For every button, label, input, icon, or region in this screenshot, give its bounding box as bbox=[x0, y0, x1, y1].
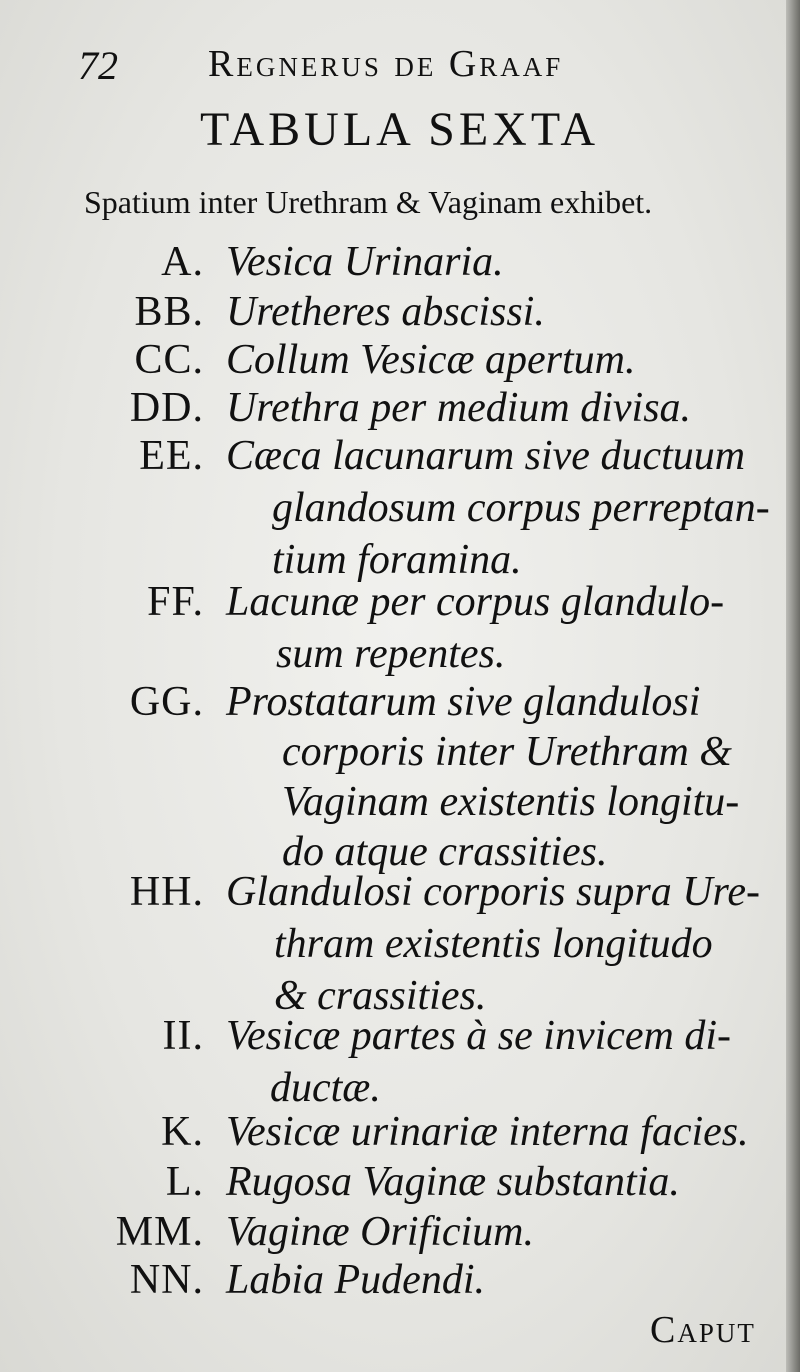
entry-description-continued: glandosum corpus perreptan- bbox=[272, 485, 770, 531]
entry-description: Vaginæ Orificium. bbox=[226, 1209, 535, 1255]
catchword: Caput bbox=[650, 1309, 756, 1351]
entry-label: FF. bbox=[147, 579, 204, 625]
entry-label: K. bbox=[161, 1109, 204, 1155]
entry-label: BB. bbox=[134, 289, 204, 335]
entry-description-continued: thram existentis longitudo bbox=[274, 921, 713, 967]
page-number: 72 bbox=[78, 43, 118, 88]
entry-description-continued: ductæ. bbox=[270, 1065, 381, 1111]
entry-label: L. bbox=[165, 1159, 204, 1205]
entry-description: Cæca lacunarum sive ductuum bbox=[226, 433, 746, 479]
entry-label: CC. bbox=[134, 337, 204, 383]
entry-description: Glandulosi corporis supra Ure- bbox=[226, 869, 760, 915]
entry-description-continued: Vaginam existentis longitu- bbox=[282, 779, 740, 825]
entry-description: Vesicæ urinariæ interna facies. bbox=[226, 1109, 749, 1155]
entry-label: MM. bbox=[115, 1209, 204, 1255]
entry-description-continued: corporis inter Urethram & bbox=[282, 729, 732, 775]
table-subtitle: Spatium inter Urethram & Vaginam exhibet. bbox=[84, 184, 653, 220]
entry-description: Labia Pudendi. bbox=[226, 1257, 485, 1303]
entry-description: Vesica Urinaria. bbox=[226, 239, 504, 285]
entry-label: A. bbox=[161, 239, 204, 285]
entry-label: GG. bbox=[129, 679, 204, 725]
table-title: TABULA SEXTA bbox=[200, 103, 599, 156]
entry-label: NN. bbox=[129, 1257, 204, 1303]
entry-description-continued: sum repentes. bbox=[276, 631, 506, 677]
entry-description: Rugosa Vaginæ substantia. bbox=[226, 1159, 680, 1205]
entry-description-continued: do atque crassities. bbox=[282, 829, 608, 875]
entry-label: HH. bbox=[129, 869, 204, 915]
entry-description: Vesicæ partes à se invicem di- bbox=[226, 1013, 732, 1059]
entry-label: EE. bbox=[139, 433, 204, 479]
entry-description-continued: tium foramina. bbox=[272, 537, 522, 583]
running-head: Regnerus de Graaf bbox=[208, 43, 564, 85]
entry-label: DD. bbox=[129, 385, 204, 431]
entry-description: Collum Vesicæ apertum. bbox=[226, 337, 636, 383]
entry-description: Urethra per medium divisa. bbox=[226, 385, 692, 431]
entry-description-continued: & crassities. bbox=[274, 973, 487, 1019]
entry-description: Lacunæ per corpus glandulo- bbox=[226, 579, 725, 625]
entry-description: Uretheres abscissi. bbox=[226, 289, 545, 335]
entry-label: II. bbox=[162, 1013, 204, 1059]
entry-description: Prostatarum sive glandulosi bbox=[226, 679, 701, 725]
